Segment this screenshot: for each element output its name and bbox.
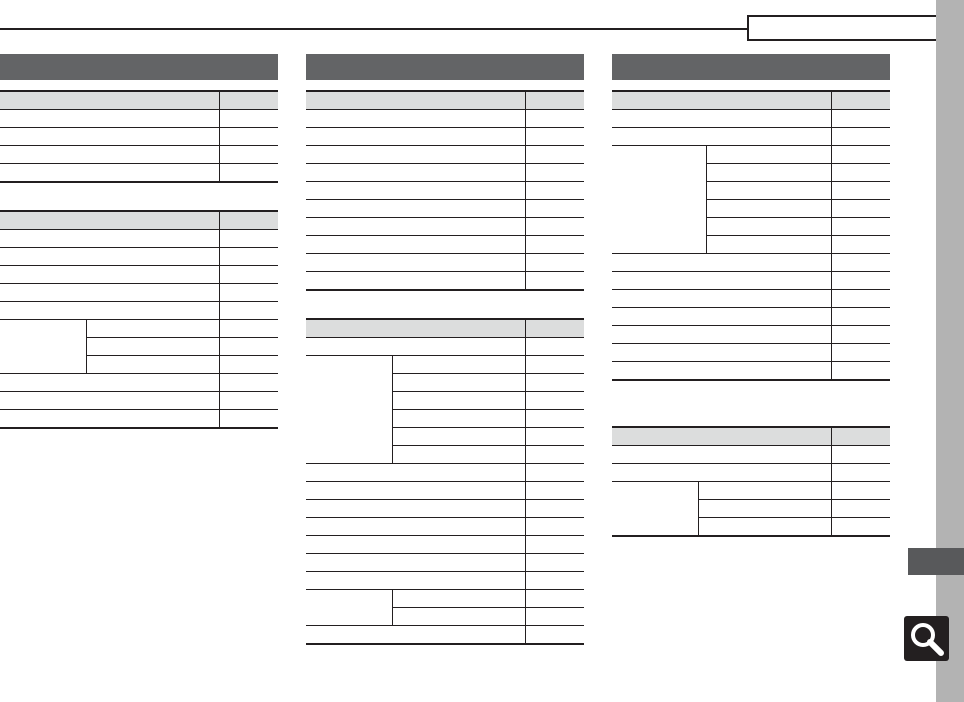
value-cell bbox=[831, 344, 890, 361]
header-item-cell bbox=[0, 212, 219, 229]
table-sub-row bbox=[393, 374, 584, 392]
section-header bbox=[612, 54, 890, 80]
table-row bbox=[306, 272, 584, 289]
table-row-group bbox=[0, 320, 278, 374]
value-cell bbox=[525, 272, 584, 289]
value-cell bbox=[831, 464, 890, 481]
table-sub-row bbox=[87, 320, 278, 338]
item-cell bbox=[306, 518, 525, 535]
table-header bbox=[612, 90, 890, 110]
table-sub-row bbox=[707, 182, 890, 200]
value-cell bbox=[525, 182, 584, 199]
section-title bbox=[612, 62, 616, 72]
table-sub-row bbox=[707, 200, 890, 218]
value-cell bbox=[525, 428, 584, 445]
value-cell bbox=[219, 146, 278, 163]
table-row bbox=[0, 302, 278, 320]
table-sub-row bbox=[707, 218, 890, 236]
item-cell bbox=[699, 482, 831, 499]
table-row bbox=[0, 164, 278, 181]
table-row bbox=[612, 254, 890, 272]
value-cell bbox=[219, 338, 278, 355]
value-cell bbox=[525, 218, 584, 235]
table-sub-row bbox=[699, 482, 890, 500]
value-cell bbox=[525, 482, 584, 499]
group-label-cell bbox=[612, 146, 707, 253]
value-cell bbox=[219, 230, 278, 247]
section-title bbox=[306, 62, 310, 72]
table-row bbox=[612, 128, 890, 146]
table-sub-row bbox=[699, 500, 890, 518]
value-cell bbox=[831, 200, 890, 217]
value-cell bbox=[525, 200, 584, 217]
value-cell bbox=[831, 128, 890, 145]
table-row bbox=[306, 146, 584, 164]
value-cell bbox=[831, 254, 890, 271]
table-row bbox=[306, 236, 584, 254]
item-cell bbox=[306, 236, 525, 253]
item-cell bbox=[393, 446, 525, 463]
table-row-group bbox=[612, 482, 890, 535]
table-row bbox=[0, 266, 278, 284]
item-cell bbox=[612, 290, 831, 307]
value-cell bbox=[525, 626, 584, 643]
item-cell bbox=[699, 518, 831, 535]
value-cell bbox=[525, 518, 584, 535]
value-cell bbox=[831, 326, 890, 343]
table-sub-row bbox=[393, 392, 584, 410]
value-cell bbox=[219, 248, 278, 265]
item-cell bbox=[393, 608, 525, 625]
group-sub-rows bbox=[393, 590, 584, 625]
value-cell bbox=[831, 308, 890, 325]
item-cell bbox=[393, 356, 525, 373]
table-sub-row bbox=[707, 236, 890, 253]
index-tab[interactable] bbox=[908, 548, 964, 575]
table-row bbox=[306, 518, 584, 536]
table-row bbox=[306, 464, 584, 482]
header-value-cell bbox=[831, 428, 890, 445]
item-cell bbox=[612, 272, 831, 289]
spec-table bbox=[306, 318, 584, 645]
table-sub-row bbox=[707, 164, 890, 182]
header-value-cell bbox=[525, 320, 584, 337]
item-cell bbox=[612, 326, 831, 343]
item-cell bbox=[87, 320, 219, 337]
item-cell bbox=[393, 590, 525, 607]
section-header bbox=[0, 54, 278, 80]
item-cell bbox=[612, 464, 831, 481]
header-value-cell bbox=[219, 92, 278, 109]
item-cell bbox=[306, 200, 525, 217]
value-cell bbox=[831, 272, 890, 289]
table-sub-row bbox=[393, 446, 584, 463]
table-sub-row bbox=[393, 356, 584, 374]
item-cell bbox=[612, 110, 831, 127]
value-cell bbox=[219, 266, 278, 283]
table-row bbox=[612, 344, 890, 362]
value-cell bbox=[525, 128, 584, 145]
table-header bbox=[0, 210, 278, 230]
value-cell bbox=[525, 446, 584, 463]
table-row bbox=[0, 128, 278, 146]
table-row bbox=[612, 290, 890, 308]
value-cell bbox=[219, 356, 278, 373]
item-cell bbox=[0, 230, 219, 247]
value-cell bbox=[219, 410, 278, 427]
value-cell bbox=[525, 110, 584, 127]
value-cell bbox=[831, 236, 890, 253]
item-cell bbox=[0, 284, 219, 301]
item-cell bbox=[707, 236, 831, 253]
item-cell bbox=[306, 146, 525, 163]
table-row bbox=[306, 536, 584, 554]
table-row bbox=[306, 182, 584, 200]
item-cell bbox=[0, 374, 219, 391]
value-cell bbox=[525, 374, 584, 391]
index-tab-label bbox=[908, 556, 912, 566]
header-item-cell bbox=[0, 92, 219, 109]
item-cell bbox=[612, 128, 831, 145]
item-cell bbox=[0, 248, 219, 265]
value-cell bbox=[831, 110, 890, 127]
table-row bbox=[0, 248, 278, 266]
item-cell bbox=[306, 218, 525, 235]
table-row bbox=[612, 308, 890, 326]
header-rule bbox=[0, 28, 748, 30]
value-cell bbox=[831, 218, 890, 235]
table-row bbox=[306, 200, 584, 218]
item-cell bbox=[306, 500, 525, 517]
table-row bbox=[306, 164, 584, 182]
value-cell bbox=[525, 164, 584, 181]
item-cell bbox=[306, 182, 525, 199]
item-cell bbox=[699, 500, 831, 517]
header-value-cell bbox=[831, 92, 890, 109]
table-row bbox=[306, 554, 584, 572]
group-label-cell bbox=[306, 590, 393, 625]
table-row bbox=[306, 626, 584, 643]
spec-table bbox=[612, 90, 890, 381]
value-cell bbox=[831, 482, 890, 499]
item-cell bbox=[0, 302, 219, 319]
table-row bbox=[306, 338, 584, 356]
value-cell bbox=[219, 374, 278, 391]
item-cell bbox=[306, 110, 525, 127]
value-cell bbox=[525, 410, 584, 427]
item-cell bbox=[306, 482, 525, 499]
item-cell bbox=[0, 164, 219, 181]
table-sub-row bbox=[393, 410, 584, 428]
table-row bbox=[0, 392, 278, 410]
table-header bbox=[0, 90, 278, 110]
group-label-cell bbox=[306, 356, 393, 463]
item-cell bbox=[707, 200, 831, 217]
value-cell bbox=[831, 500, 890, 517]
value-cell bbox=[219, 302, 278, 319]
value-cell bbox=[525, 464, 584, 481]
value-cell bbox=[219, 392, 278, 409]
item-cell bbox=[612, 344, 831, 361]
header-item-cell bbox=[306, 92, 525, 109]
header-item-cell bbox=[612, 92, 831, 109]
spec-table bbox=[306, 90, 584, 291]
section-header bbox=[306, 54, 584, 80]
value-cell bbox=[831, 182, 890, 199]
value-cell bbox=[525, 590, 584, 607]
spec-table bbox=[0, 210, 278, 429]
table-row bbox=[306, 500, 584, 518]
table-row-group bbox=[612, 146, 890, 254]
value-cell bbox=[831, 146, 890, 163]
table-sub-row bbox=[87, 338, 278, 356]
value-cell bbox=[831, 446, 890, 463]
item-cell bbox=[0, 392, 219, 409]
value-cell bbox=[831, 362, 890, 379]
item-cell bbox=[612, 446, 831, 463]
table-row bbox=[612, 362, 890, 379]
item-cell bbox=[0, 410, 219, 427]
value-cell bbox=[219, 284, 278, 301]
column-left bbox=[0, 54, 278, 429]
table-row bbox=[306, 128, 584, 146]
value-cell bbox=[219, 320, 278, 337]
table-row bbox=[0, 284, 278, 302]
item-cell bbox=[306, 626, 525, 643]
value-cell bbox=[525, 500, 584, 517]
table-row bbox=[0, 110, 278, 128]
table-row bbox=[0, 146, 278, 164]
table-sub-row bbox=[699, 518, 890, 535]
item-cell bbox=[306, 464, 525, 481]
value-cell bbox=[525, 236, 584, 253]
item-cell bbox=[393, 410, 525, 427]
table-row bbox=[306, 482, 584, 500]
group-sub-rows bbox=[393, 356, 584, 463]
chapter-title-box bbox=[747, 15, 944, 41]
value-cell bbox=[831, 290, 890, 307]
item-cell bbox=[393, 428, 525, 445]
header-value-cell bbox=[219, 212, 278, 229]
value-cell bbox=[525, 554, 584, 571]
item-cell bbox=[612, 254, 831, 271]
table-row bbox=[612, 272, 890, 290]
value-cell bbox=[525, 572, 584, 589]
table-sub-row bbox=[393, 590, 584, 608]
value-cell bbox=[525, 338, 584, 355]
item-cell bbox=[612, 362, 831, 379]
chapter-title bbox=[749, 25, 753, 35]
group-sub-rows bbox=[699, 482, 890, 535]
item-cell bbox=[306, 554, 525, 571]
table-row bbox=[0, 374, 278, 392]
value-cell bbox=[219, 164, 278, 181]
item-cell bbox=[0, 128, 219, 145]
group-label-cell bbox=[612, 482, 699, 535]
header-item-cell bbox=[306, 320, 525, 337]
table-row-group bbox=[306, 356, 584, 464]
spec-table bbox=[0, 90, 278, 183]
item-cell bbox=[707, 182, 831, 199]
item-cell bbox=[306, 128, 525, 145]
column-right bbox=[612, 54, 890, 537]
table-row bbox=[0, 230, 278, 248]
item-cell bbox=[306, 338, 525, 355]
item-cell bbox=[707, 218, 831, 235]
table-row bbox=[306, 254, 584, 272]
item-cell bbox=[306, 572, 525, 589]
header-item-cell bbox=[612, 428, 831, 445]
header-value-cell bbox=[525, 92, 584, 109]
table-sub-row bbox=[87, 356, 278, 373]
item-cell bbox=[87, 338, 219, 355]
table-header bbox=[306, 90, 584, 110]
value-cell bbox=[525, 608, 584, 625]
item-cell bbox=[393, 392, 525, 409]
value-cell bbox=[219, 128, 278, 145]
table-sub-row bbox=[393, 428, 584, 446]
item-cell bbox=[306, 164, 525, 181]
item-cell bbox=[87, 356, 219, 373]
item-cell bbox=[707, 164, 831, 181]
search-button[interactable] bbox=[904, 616, 949, 661]
table-row-group bbox=[306, 590, 584, 626]
item-cell bbox=[0, 146, 219, 163]
value-cell bbox=[219, 110, 278, 127]
value-cell bbox=[525, 254, 584, 271]
item-cell bbox=[306, 536, 525, 553]
table-row bbox=[306, 110, 584, 128]
side-index-strip bbox=[936, 0, 964, 702]
value-cell bbox=[831, 518, 890, 535]
spec-table bbox=[612, 426, 890, 537]
group-label-cell bbox=[0, 320, 87, 373]
section-title bbox=[0, 62, 4, 72]
item-cell bbox=[0, 266, 219, 283]
table-row bbox=[306, 572, 584, 590]
table-sub-row bbox=[393, 608, 584, 625]
table-sub-row bbox=[707, 146, 890, 164]
value-cell bbox=[525, 392, 584, 409]
table-row bbox=[306, 218, 584, 236]
item-cell bbox=[707, 146, 831, 163]
item-cell bbox=[612, 308, 831, 325]
item-cell bbox=[306, 254, 525, 271]
value-cell bbox=[831, 164, 890, 181]
value-cell bbox=[525, 146, 584, 163]
column-middle bbox=[306, 54, 584, 645]
table-row bbox=[612, 110, 890, 128]
search-icon bbox=[904, 616, 949, 661]
table-row bbox=[0, 410, 278, 427]
item-cell bbox=[0, 110, 219, 127]
table-row bbox=[612, 446, 890, 464]
table-header bbox=[306, 318, 584, 338]
item-cell bbox=[306, 272, 525, 289]
table-row bbox=[612, 326, 890, 344]
value-cell bbox=[525, 536, 584, 553]
table-header bbox=[612, 426, 890, 446]
group-sub-rows bbox=[87, 320, 278, 373]
item-cell bbox=[393, 374, 525, 391]
value-cell bbox=[525, 356, 584, 373]
group-sub-rows bbox=[707, 146, 890, 253]
table-row bbox=[612, 464, 890, 482]
